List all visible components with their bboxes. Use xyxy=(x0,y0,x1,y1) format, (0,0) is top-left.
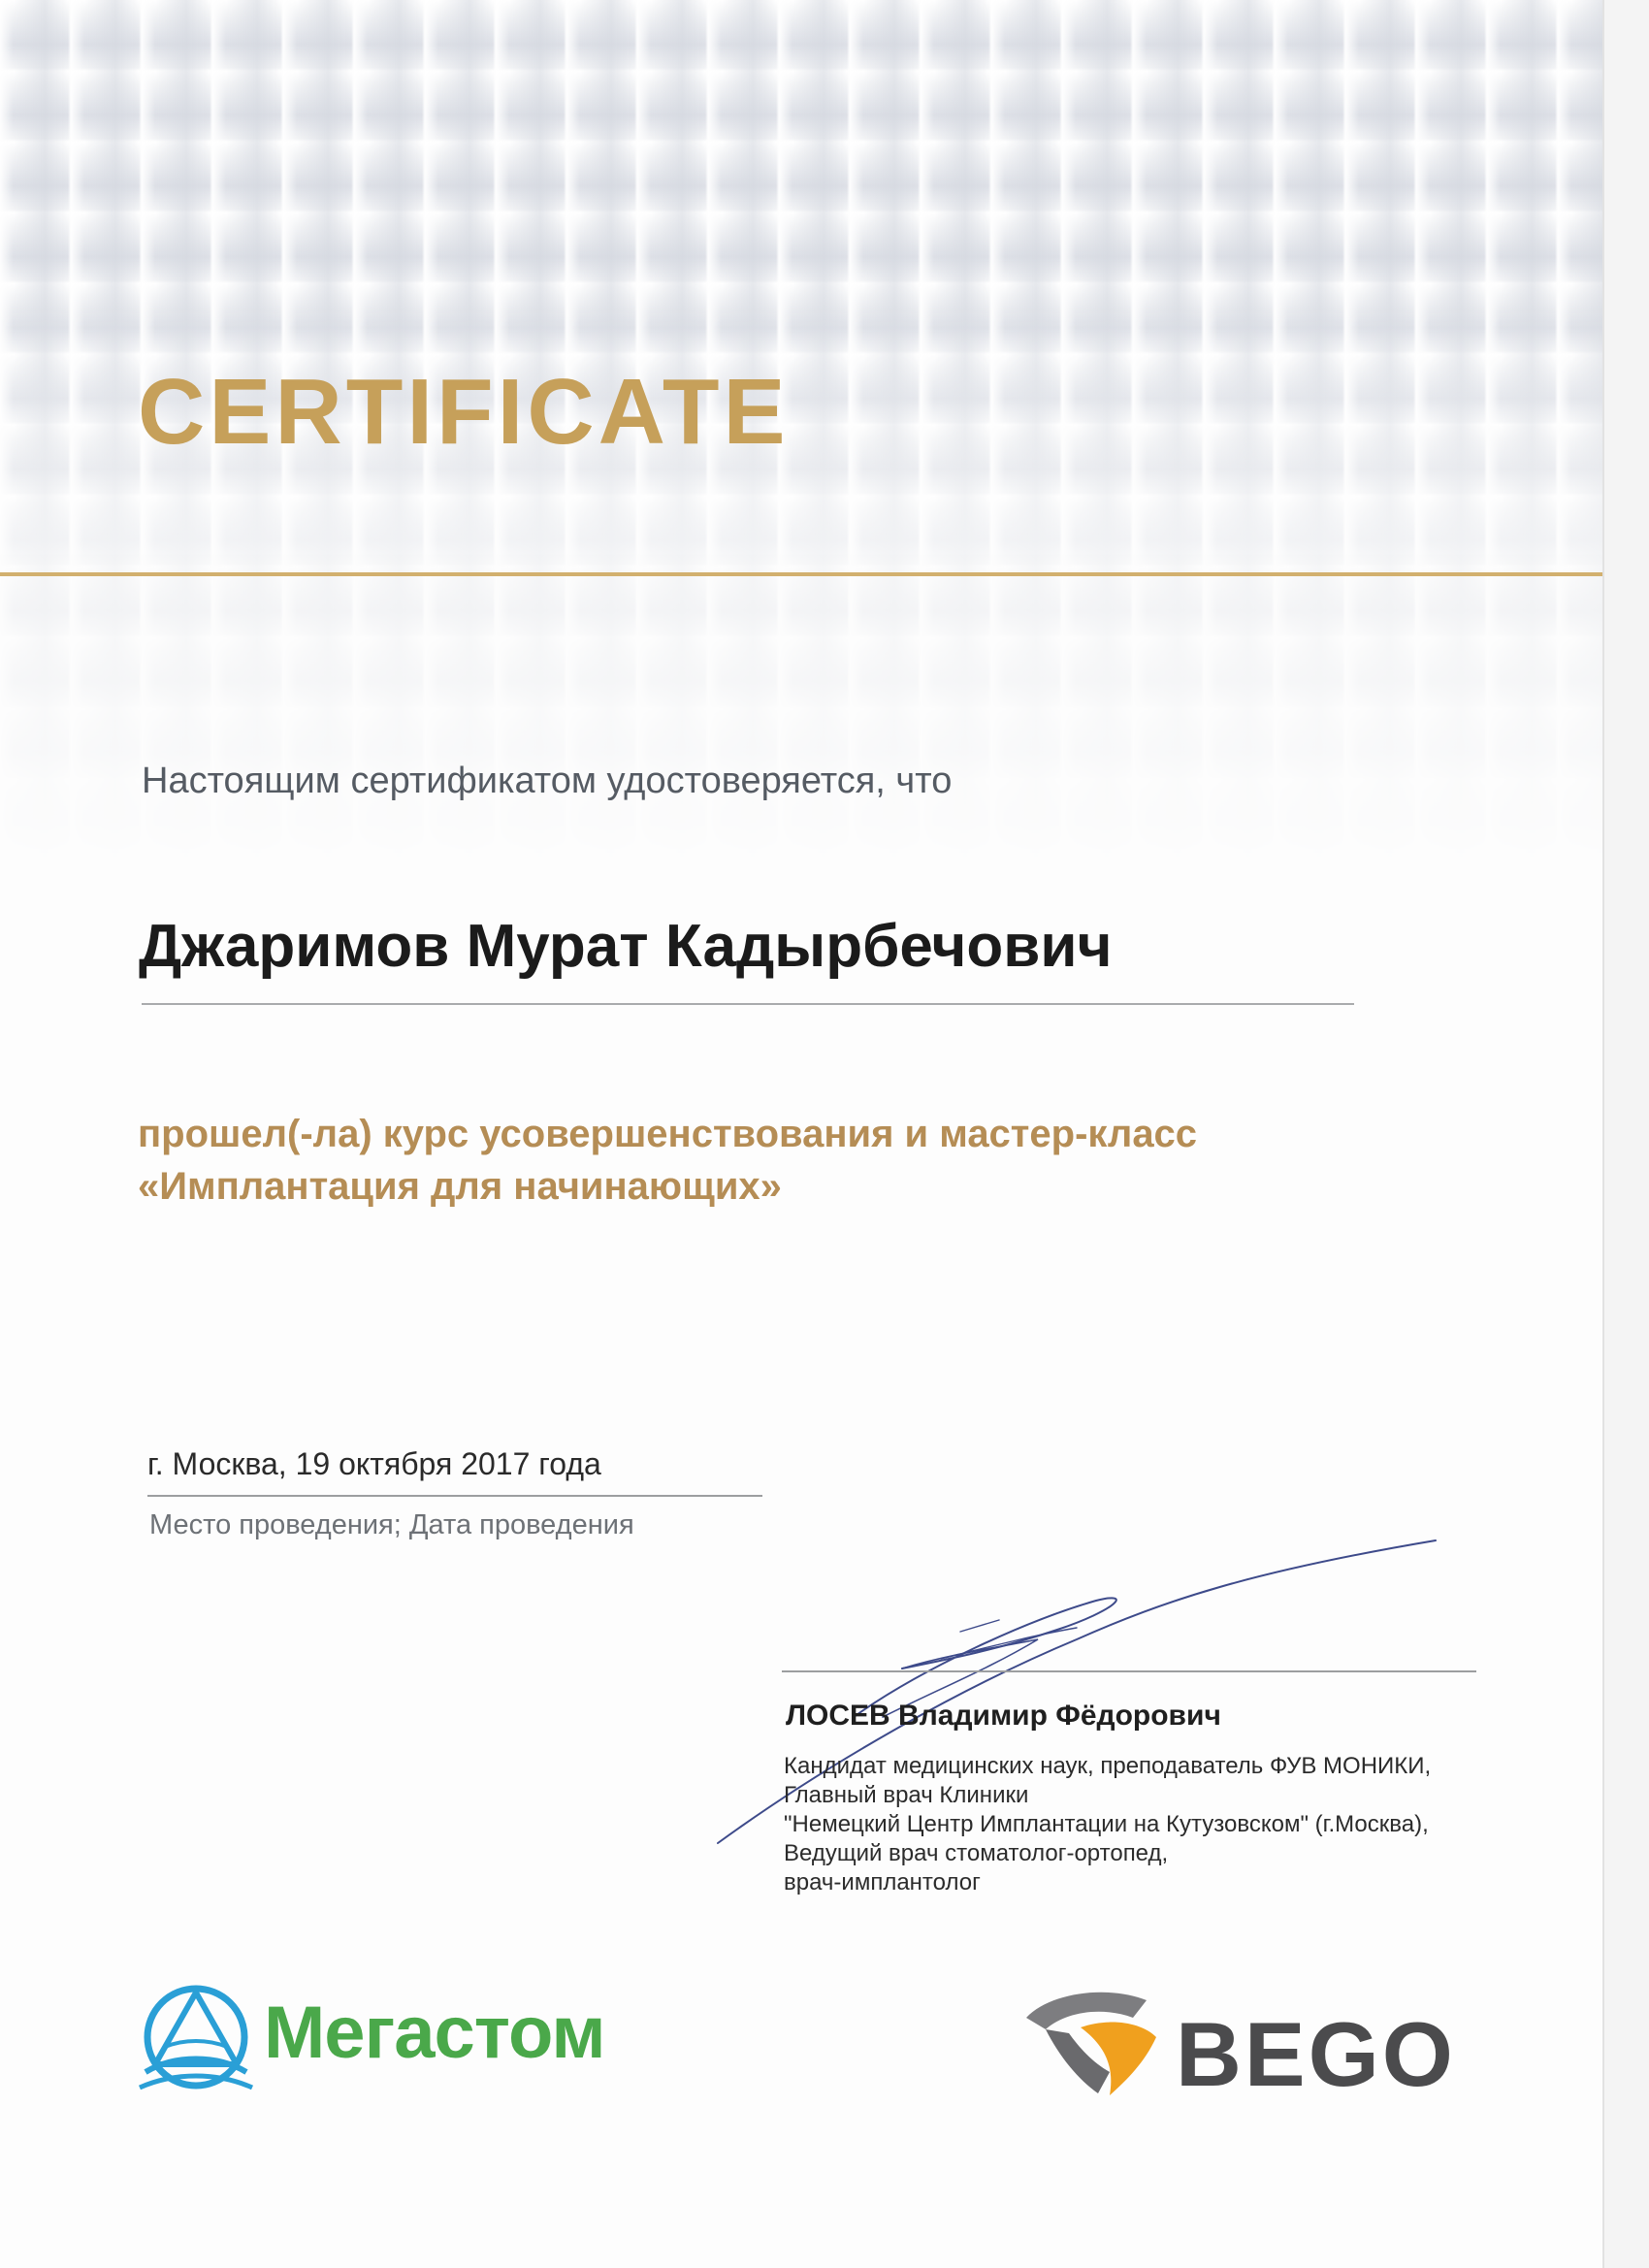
certificate-title: CERTIFICATE xyxy=(138,360,790,464)
signer-credentials xyxy=(784,1752,1521,1897)
name-underline xyxy=(142,1003,1354,1005)
place-date-underline xyxy=(147,1495,762,1497)
signer-credential-line: Ведущий врач стоматолог-ортопед, xyxy=(784,1840,1169,1866)
course-line-2: «Имплантация для начинающих» xyxy=(138,1165,782,1208)
bego-logo-text: BEGO xyxy=(1176,2003,1456,2105)
signer-credential-line: Главный врач Клиники xyxy=(784,1782,1029,1808)
signer-credential-line: Кандидат медицинских наук, преподаватель ФУВ МОНИКИ, xyxy=(784,1753,1432,1779)
signer-name: ЛОСЕВ Владимир Фёдорович xyxy=(786,1700,1221,1732)
signature-line xyxy=(782,1670,1476,1672)
course-line-1: прошел(-ла) курс усовершенствования и мастер-класс xyxy=(138,1113,1198,1155)
course-description xyxy=(138,1108,1399,1213)
signer-credential-line: врач-имплантолог xyxy=(784,1869,981,1895)
place-date-caption: Место проведения; Дата проведения xyxy=(149,1509,634,1540)
title-divider xyxy=(0,572,1602,576)
place-date: г. Москва, 19 октября 2017 года xyxy=(147,1446,601,1481)
scan-edge xyxy=(1602,0,1649,2268)
megastom-logo-text: Мегастом xyxy=(264,1992,605,2074)
recipient-name: Джаримов Мурат Кадырбечович xyxy=(139,913,1113,980)
intro-text: Настоящим сертификатом удостоверяется, что xyxy=(142,761,953,801)
signer-credential-line: "Немецкий Центр Имплантации на Кутузовском" (г.Москва), xyxy=(784,1811,1429,1837)
